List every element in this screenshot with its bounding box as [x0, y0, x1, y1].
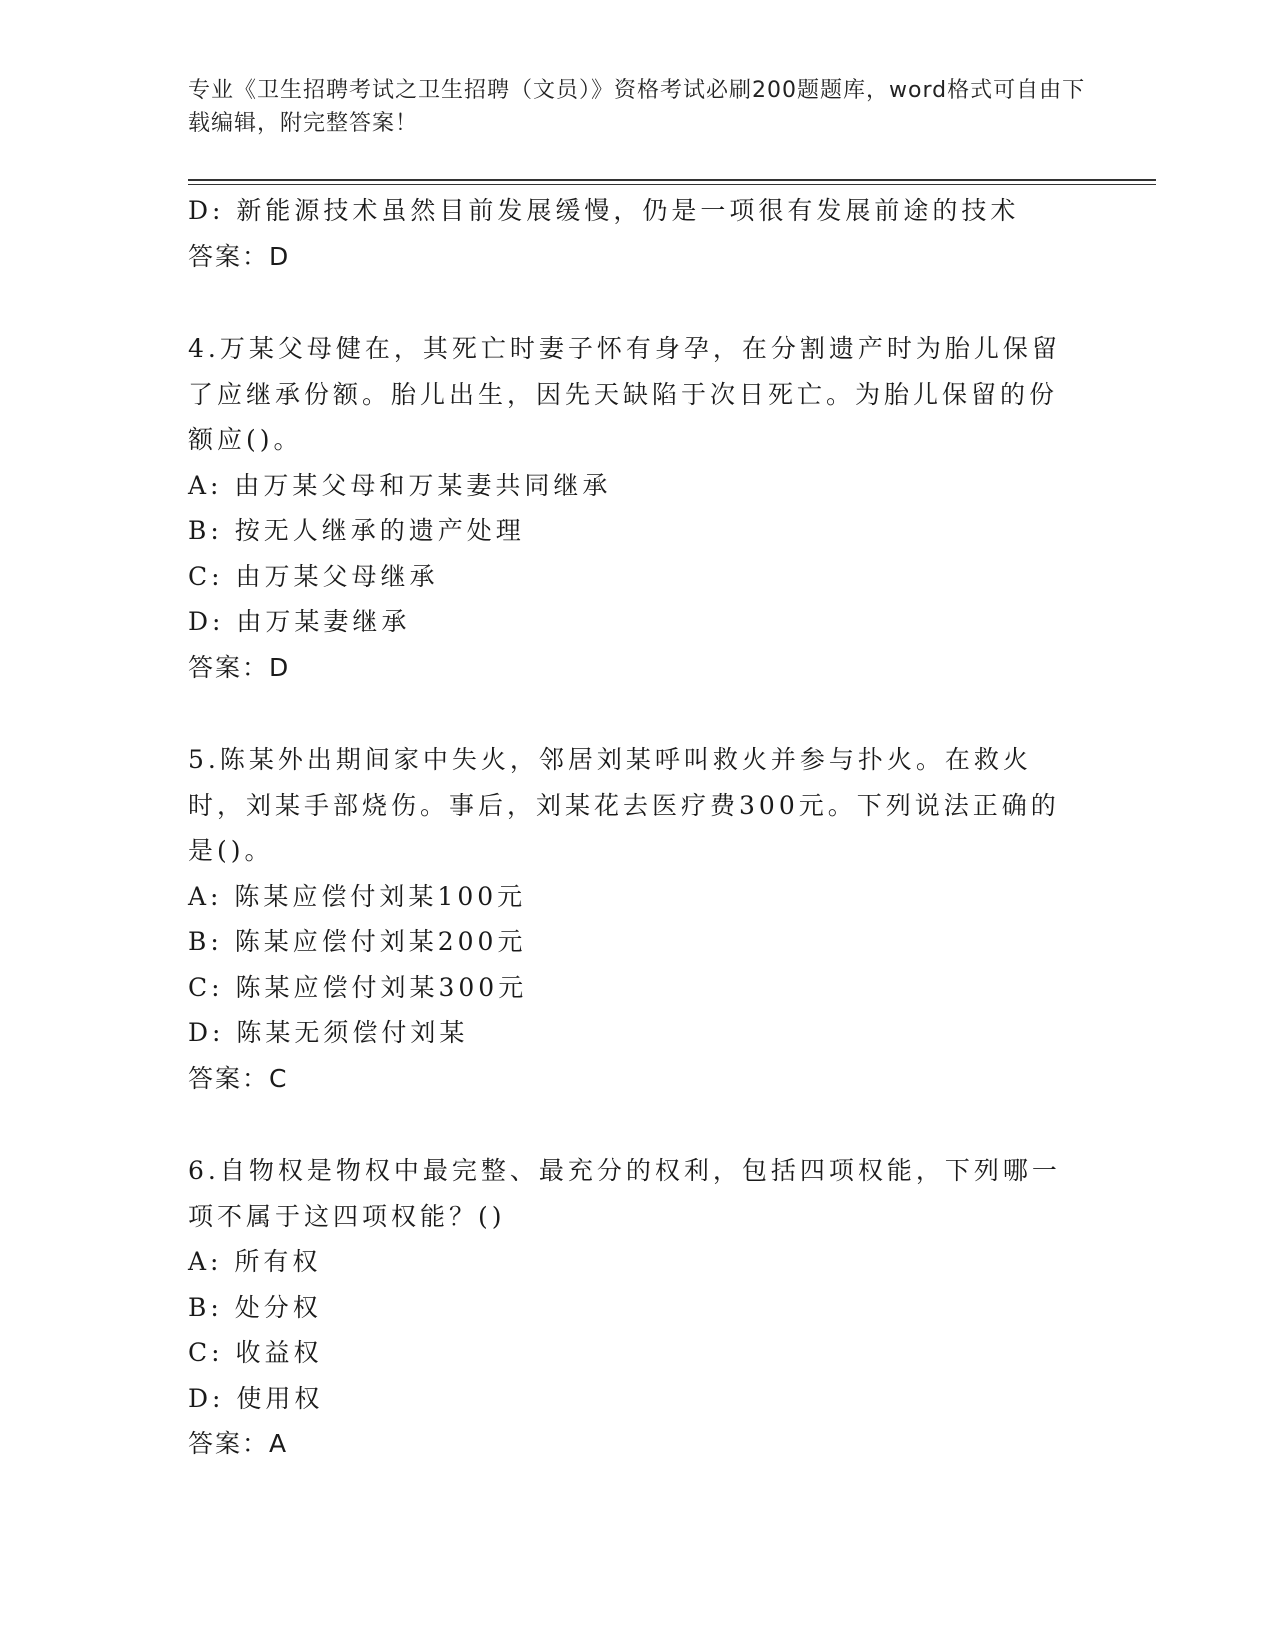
option-b: B: 处分权	[188, 1292, 322, 1322]
answer-line: 答案：D	[188, 241, 291, 271]
answer-line: 答案：D	[188, 652, 291, 682]
question-list	[188, 188, 1068, 1467]
question-4	[188, 326, 1068, 690]
question-5	[188, 737, 1068, 1101]
option-c: C: 陈某应偿付刘某300元	[188, 972, 528, 1002]
option-a: A: 所有权	[188, 1247, 322, 1276]
option-b: B: 陈某应偿付刘某200元	[188, 927, 527, 956]
answer-line: 答案：A	[188, 1429, 289, 1458]
question-text: 5.陈某外出期间家中失火，邻居刘某呼叫救火并参与扑火。在救火时，刘某手部烧伤。事后，刘某花去医疗费300元。下列说法正确的是()。	[188, 745, 1060, 865]
header-divider-thin	[188, 184, 1156, 185]
option-d: D: 使用权	[188, 1383, 324, 1413]
question-6	[188, 1148, 1068, 1467]
option-c: C: 收益权	[188, 1338, 323, 1367]
answer-line: 答案：C	[188, 1063, 289, 1093]
option-d: D: 新能源技术虽然目前发展缓慢，仍是一项很有发展前途的技术	[188, 196, 1020, 225]
option-d: D: 陈某无须偿付刘某	[188, 1018, 469, 1047]
option-c: C: 由万某父母继承	[188, 561, 439, 591]
question-text: 4.万某父母健在，其死亡时妻子怀有身孕，在分割遗产时为胎儿保留了应继承份额。胎儿出生，因先天缺陷于次日死亡。为胎儿保留的份额应()。	[188, 334, 1061, 454]
header-divider	[188, 179, 1156, 181]
question-text: 6.自物权是物权中最完整、最充分的权利，包括四项权能，下列哪一项不属于这四项权能？()	[188, 1156, 1061, 1231]
page-header: 专业《卫生招聘考试之卫生招聘（文员）》资格考试必刷200题题库，word格式可自由下载编辑，附完整答案！	[188, 78, 1086, 136]
option-b: B: 按无人继承的遗产处理	[188, 516, 525, 545]
option-d: D: 由万某妻继承	[188, 607, 411, 636]
option-a: A: 陈某应偿付刘某100元	[188, 881, 527, 911]
option-a: A: 由万某父母和万某妻共同继承	[188, 470, 612, 500]
